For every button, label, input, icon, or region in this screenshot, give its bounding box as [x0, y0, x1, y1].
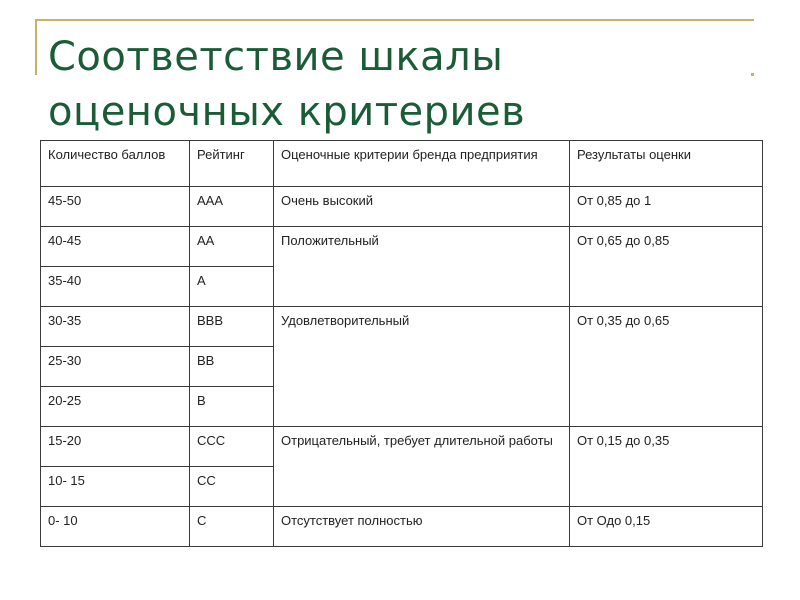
table-header-row — [41, 141, 763, 187]
criteria-cell: Отрицательный, требует длительной работы — [274, 427, 570, 507]
accent-dot — [751, 73, 754, 76]
criteria-cell: Положительный — [274, 227, 570, 307]
result-cell: От 0,65 до 0,85 — [570, 227, 763, 307]
accent-line-horizontal — [35, 19, 754, 21]
result-cell: От 0,85 до 1 — [570, 187, 763, 227]
criteria-cell: Отсутствует полностью — [274, 507, 570, 547]
rating-cell: B — [190, 387, 274, 427]
rating-cell: BB — [190, 347, 274, 387]
points-cell: 45-50 — [41, 187, 190, 227]
accent-line-vertical — [35, 19, 37, 75]
rating-cell: CC — [190, 467, 274, 507]
result-cell: От 0,35 до 0,65 — [570, 307, 763, 427]
rating-cell: A — [190, 267, 274, 307]
table-row — [41, 227, 763, 267]
points-cell: 30-35 — [41, 307, 190, 347]
points-cell: 40-45 — [41, 227, 190, 267]
slide-title-line-2: оценочных критериев — [48, 89, 526, 135]
rating-cell: AA — [190, 227, 274, 267]
criteria-table — [40, 140, 763, 547]
slide-title — [48, 30, 525, 140]
points-cell: 10- 15 — [41, 467, 190, 507]
slide-title-line-1: Соответствие шкалы — [48, 34, 504, 80]
points-cell: 25-30 — [41, 347, 190, 387]
header-points: Количество баллов — [41, 141, 190, 187]
points-cell: 35-40 — [41, 267, 190, 307]
header-results: Результаты оценки — [570, 141, 763, 187]
criteria-cell: Удовлетворительный — [274, 307, 570, 427]
result-cell: От Одо 0,15 — [570, 507, 763, 547]
rating-cell: BBB — [190, 307, 274, 347]
table-row — [41, 427, 763, 467]
points-cell: 15-20 — [41, 427, 190, 467]
table-row — [41, 307, 763, 347]
header-criteria: Оценочные критерии бренда предприятия — [274, 141, 570, 187]
points-cell: 0- 10 — [41, 507, 190, 547]
rating-cell: AAA — [190, 187, 274, 227]
rating-cell: C — [190, 507, 274, 547]
criteria-cell: Очень высокий — [274, 187, 570, 227]
result-cell: От 0,15 до 0,35 — [570, 427, 763, 507]
table-row — [41, 187, 763, 227]
points-cell: 20-25 — [41, 387, 190, 427]
header-rating: Рейтинг — [190, 141, 274, 187]
table-row — [41, 507, 763, 547]
rating-cell: CCC — [190, 427, 274, 467]
